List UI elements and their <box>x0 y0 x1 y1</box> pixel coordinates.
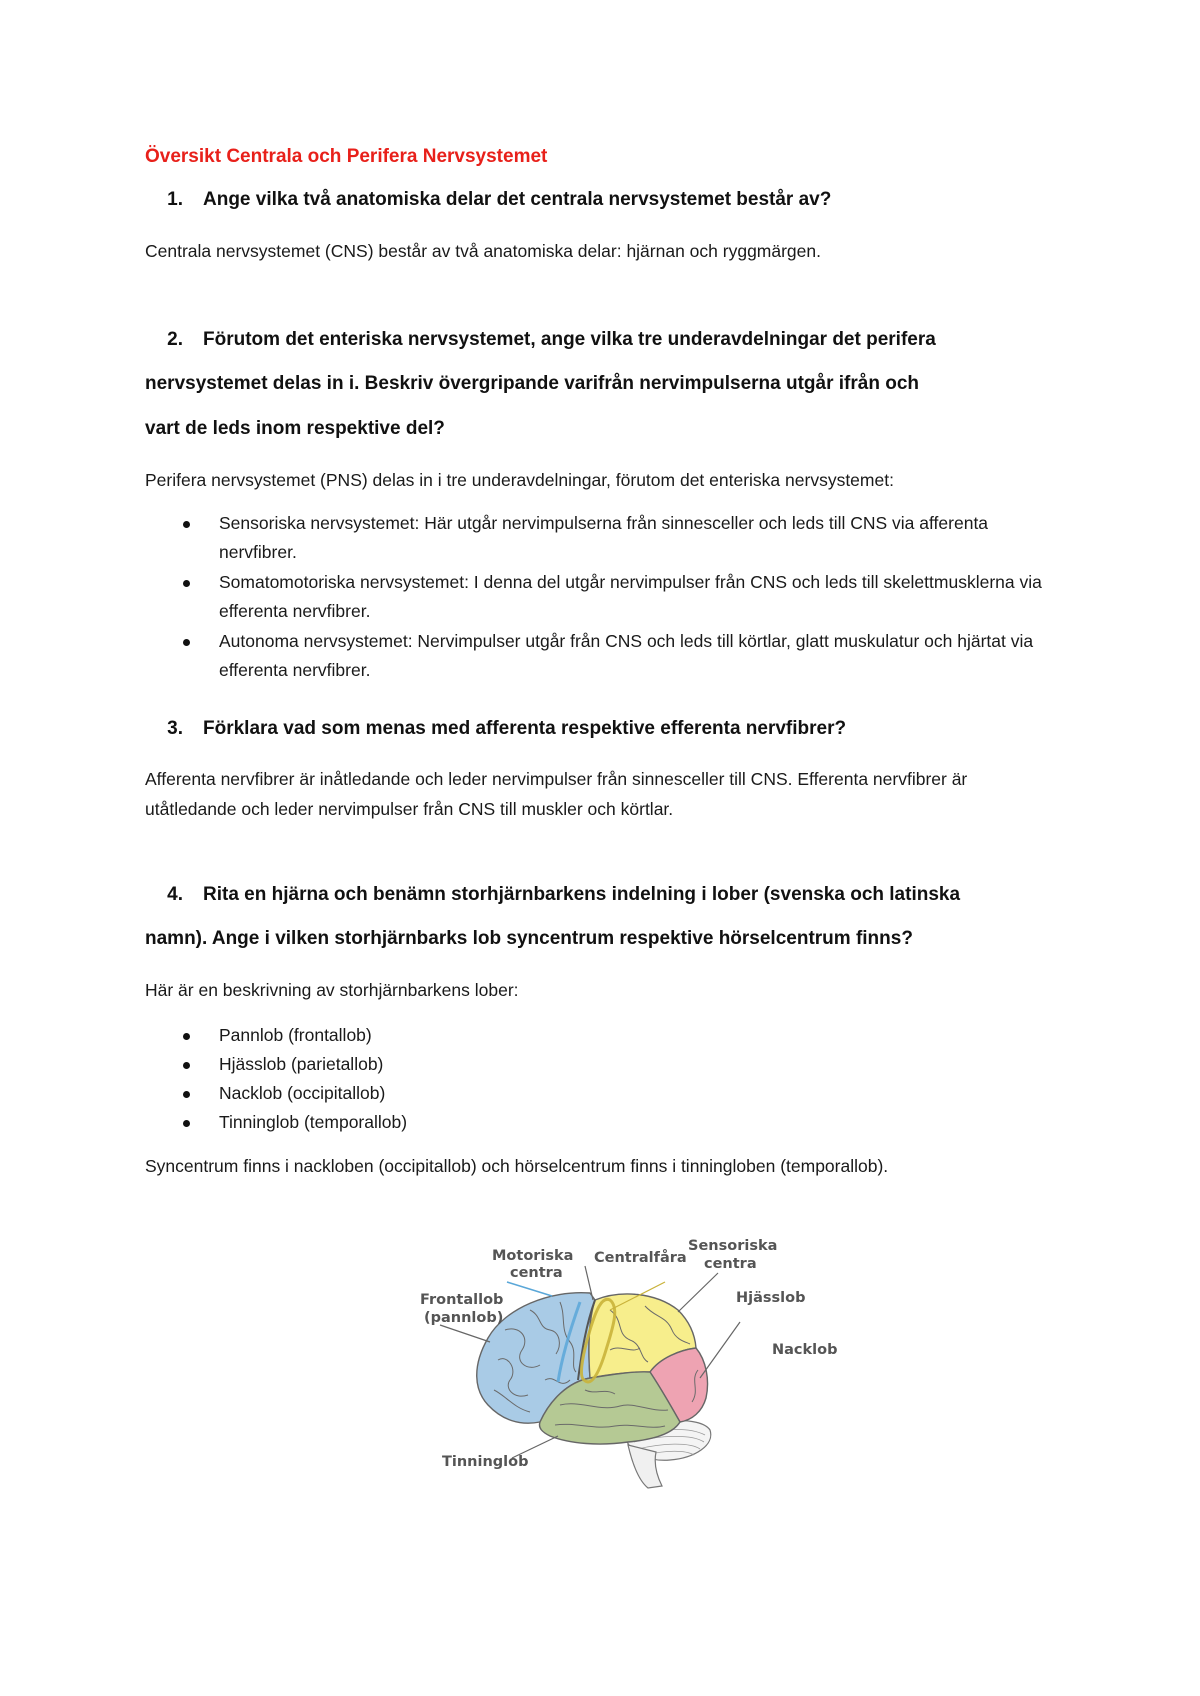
bullet-icon <box>183 639 190 646</box>
question-3 <box>145 718 846 740</box>
label-parietal-lobe: Hjässlob <box>736 1290 806 1306</box>
list-item: Somatomotoriska nervsystemet: I denna del utgår nervimpulser från CNS och leds till skelettmusklerna via efferenta nervfibrer. <box>145 568 1065 626</box>
label-frontal-lobe-1: Frontallob <box>420 1292 504 1308</box>
question-number: 4. <box>167 884 183 905</box>
question-4-line-2: namn). Ange i vilken storhjärnbarks lob syncentrum respektive hörselcentrum finns? <box>145 928 913 949</box>
brain-diagram-svg <box>410 1230 860 1490</box>
question-text: Förklara vad som menas med afferenta respektive efferenta nervfibrer? <box>203 718 847 739</box>
bullet-icon <box>183 521 190 528</box>
bullet-icon <box>183 1091 190 1098</box>
question-4 <box>145 884 960 906</box>
question-number: 3. <box>167 718 183 739</box>
answer-3: Afferenta nervfibrer är inåtledande och leder nervimpulser från sinnesceller till CNS. Efferenta nervfibrer är utåtledande och leder nervimpulser från CNS till muskler och körtlar. <box>145 769 968 819</box>
question-2 <box>145 329 936 351</box>
bullet-icon <box>183 1120 190 1127</box>
list-item: Hjässlob (parietallob) <box>145 1050 1065 1079</box>
answer-2-intro: Perifera nervsystemet (PNS) delas in i tre underavdelningar, förutom det enteriska nervsystemet: <box>145 470 894 490</box>
list-item: Nacklob (occipitallob) <box>145 1079 1065 1108</box>
question-2-line-3: vart de leds inom respektive del? <box>145 418 445 439</box>
brain-diagram <box>410 1230 860 1490</box>
question-1 <box>145 189 831 211</box>
lobe-list <box>145 1021 1065 1137</box>
question-2-line-2: nervsystemet delas in i. Beskriv övergripande varifrån nervimpulserna utgår ifrån och <box>145 373 920 394</box>
question-number: 2. <box>167 329 183 350</box>
question-text: Ange vilka två anatomiska delar det centrala nervsystemet består av? <box>203 189 832 210</box>
list-item: Tinninglob (temporallob) <box>145 1108 1065 1137</box>
label-sensory-centra-1: Sensoriska <box>688 1238 778 1254</box>
answer-1: Centrala nervsystemet (CNS) består av två anatomiska delar: hjärnan och ryggmärgen. <box>145 241 821 261</box>
list-item: Sensoriska nervsystemet: Här utgår nervimpulserna från sinnesceller och leds till CNS via afferenta nervfibrer. <box>145 509 1065 567</box>
label-frontal-lobe-2: (pannlob) <box>424 1310 504 1326</box>
bullet-icon <box>183 1062 190 1069</box>
label-temporal-lobe: Tinninglob <box>442 1454 529 1470</box>
question-text-line-1: Förutom det enteriska nervsystemet, ange vilka tre underavdelningar det perifera <box>203 329 936 350</box>
label-central-sulcus: Centralfåra <box>594 1250 687 1266</box>
list-item: Pannlob (frontallob) <box>145 1021 1065 1050</box>
label-motor-centra-2: centra <box>510 1265 563 1281</box>
bullet-icon <box>183 1033 190 1040</box>
label-motor-centra-1: Motoriska <box>492 1248 574 1264</box>
answer-4: Syncentrum finns i nackloben (occipitallob) och hörselcentrum finns i tinningloben (temporallob). <box>145 1156 889 1176</box>
document-title: Översikt Centrala och Perifera Nervsystemet <box>145 146 548 167</box>
label-sensory-centra-2: centra <box>704 1256 757 1272</box>
label-occipital-lobe: Nacklob <box>772 1342 838 1358</box>
list-item: Autonoma nervsystemet: Nervimpulser utgår från CNS och leds till körtlar, glatt muskulatur och hjärtat via efferenta nervfibrer. <box>145 627 1065 685</box>
answer-4-intro: Här är en beskrivning av storhjärnbarkens lober: <box>145 980 519 1000</box>
pns-subdivision-list <box>145 509 1065 686</box>
bullet-icon <box>183 580 190 587</box>
question-number: 1. <box>167 189 183 210</box>
question-text-line-1: Rita en hjärna och benämn storhjärnbarkens indelning i lober (svenska och latinska <box>203 884 961 905</box>
